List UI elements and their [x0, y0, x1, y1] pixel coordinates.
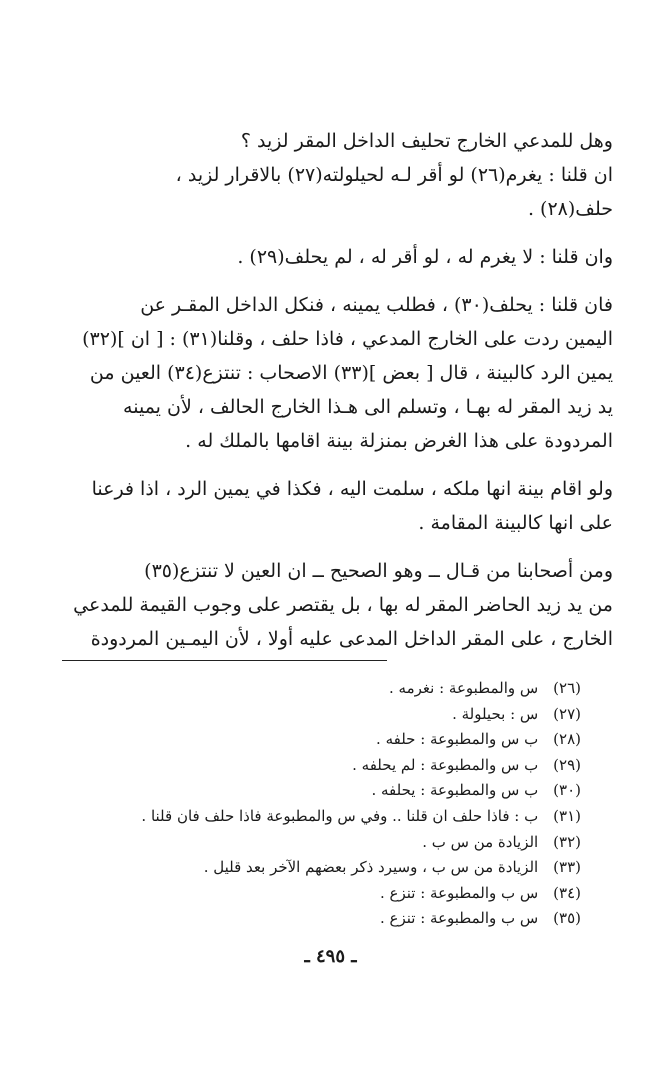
main-text — [45, 124, 613, 656]
footnote — [61, 753, 581, 779]
footnote-text: ب س والمطبوعة : يحلفه . — [371, 781, 539, 800]
text-line: ومن أصحابنا من قـال ــ وهو الصحيح ــ ان العين لا تنتزع(٣٥) — [144, 560, 613, 582]
footnote-number: (٣١) — [553, 806, 581, 825]
footnote-separator — [62, 660, 387, 661]
text-line: ان قلنا : يغرم(٢٦) لو أقر لـه لحيلولته(٢٧) بالاقرار لزيد ، — [175, 164, 613, 186]
text-line: فان قلنا : يحلف(٣٠) ، فطلب يمينه ، فنكل الداخل المقـر عن — [140, 294, 613, 316]
text-line: ولو اقام بينة انها ملكه ، سلمت اليه ، فكذا في يمين الرد ، اذا فرعنا — [91, 478, 613, 500]
text-line: الخارج ، على المقر الداخل المدعى عليه أولا ، لأن اليمـين المردودة — [90, 628, 613, 650]
footnote-text: س والمطبوعة : نغرمه . — [389, 679, 539, 697]
page-number: ـ ٤٩٥ ـ — [304, 946, 357, 967]
footnote-text: س : بحيلولة . — [452, 704, 539, 723]
footnote — [61, 881, 581, 907]
footnote-number: (٢٧) — [553, 704, 581, 723]
paragraph-4 — [45, 472, 613, 540]
footnote-number: (٣٥) — [553, 909, 581, 928]
footnote — [61, 702, 581, 728]
footnote — [61, 855, 581, 881]
footnote-number: (٣٤) — [553, 883, 581, 902]
footnote-text: ب س والمطبوعة : لم يحلفه . — [352, 755, 539, 774]
footnotes — [61, 676, 581, 932]
footnote-number: (٣٢) — [553, 832, 581, 851]
footnote-text: ب : فاذا حلف ان قلنا .. وفي س والمطبوعة فاذا حلف فان قلنا . — [141, 806, 539, 825]
footnote — [61, 727, 581, 753]
footnote-number: (٢٩) — [553, 755, 581, 774]
footnote-text: س ب والمطبوعة : تنزع . — [379, 883, 539, 902]
footnote-number: (٣٠) — [553, 781, 581, 800]
paragraph-3 — [45, 288, 613, 458]
text-line: المردودة على هذا الغرض بمنزلة بينة اقامها بالملك له . — [185, 430, 613, 452]
footnote — [61, 804, 581, 830]
paragraph-2 — [45, 240, 613, 274]
text-line: اليمين ردت على الخارج المدعي ، فاذا حلف ، وقلنا(٣١) : [ ان ](٣٢) — [82, 328, 613, 350]
text-line: يد زيد المقر له بهـا ، وتسلم الى هـذا الخارج الحالف ، لأن يمينه — [123, 396, 613, 418]
text-line: على انها كالبينة المقامة . — [418, 512, 613, 534]
footnote-text: الزيادة من س ب . — [422, 832, 539, 851]
text-line: حلف(٢٨) . — [527, 198, 613, 220]
paragraph-5 — [45, 554, 613, 656]
footnote — [61, 676, 581, 702]
footnote-number: (٢٦) — [553, 679, 581, 697]
footnote — [61, 906, 581, 932]
footnote — [61, 778, 581, 804]
footnote-text: ب س والمطبوعة : حلفه . — [376, 730, 539, 749]
paragraph-1 — [45, 124, 613, 226]
text-line: وهل للمدعي الخارج تحليف الداخل المقر لزيد ؟ — [240, 130, 613, 152]
text-line: من يد زيد الحاضر المقر له بها ، بل يقتصر على وجوب القيمة للمدعي — [73, 594, 613, 616]
footnote-number: (٣٣) — [553, 858, 581, 877]
footnote — [61, 830, 581, 856]
text-line: وان قلنا : لا يغرم له ، لو أقر له ، لم يحلف(٢٩) . — [237, 246, 613, 268]
footnote-text: س ب والمطبوعة : تنزع . — [379, 909, 539, 928]
text-line: يمين الرد كالبينة ، قال [ بعض ](٣٣) الاصحاب : تنتزع(٣٤) العين من — [89, 362, 613, 384]
footnote-number: (٢٨) — [553, 730, 581, 749]
footnote-text: الزيادة من س ب ، وسيرد ذكر بعضهم الآخر بعد قليل . — [203, 858, 539, 877]
